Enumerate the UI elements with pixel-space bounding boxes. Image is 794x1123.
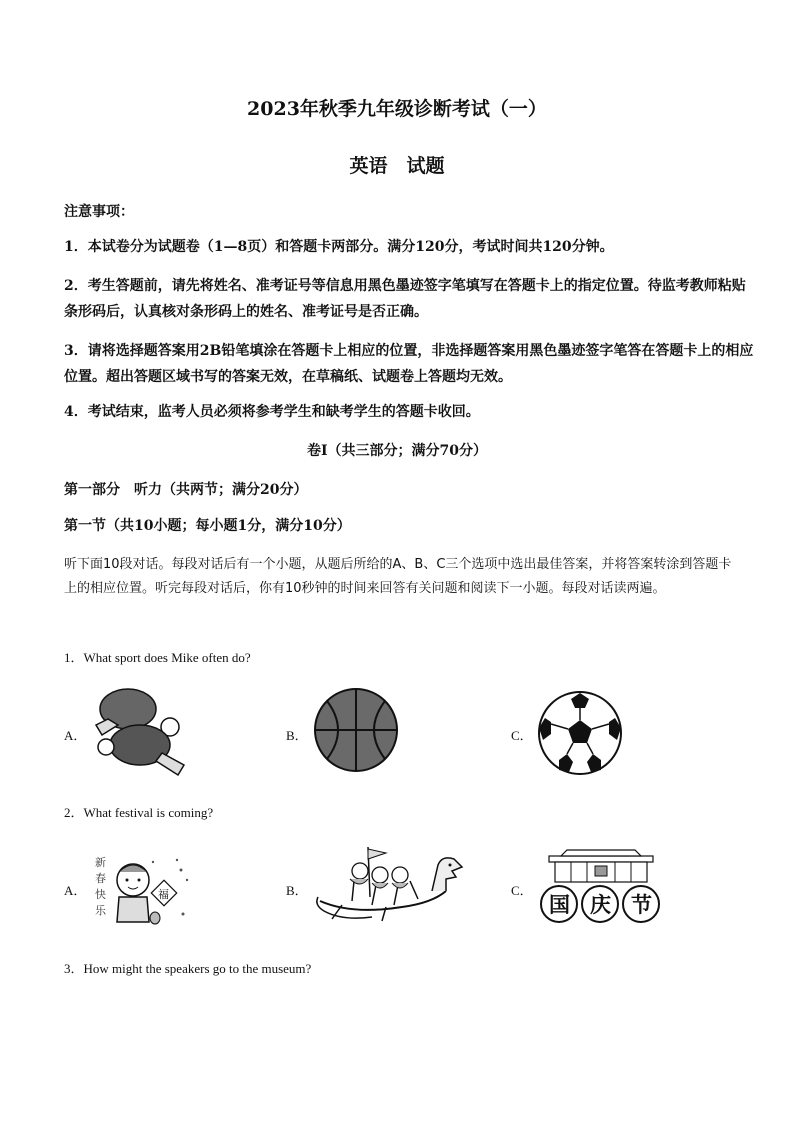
volume-heading: 卷Ⅰ（共三部分；满分70分）: [306, 443, 488, 459]
svg-text:快: 快: [95, 888, 106, 901]
q2-option-b-label: B．: [286, 883, 308, 898]
svg-text:福: 福: [158, 888, 169, 901]
svg-text:新: 新: [95, 856, 106, 869]
q2-option-c-label: C．: [511, 883, 533, 898]
spring-festival-icon: [93, 850, 193, 932]
q1-option-b-label: B．: [286, 728, 308, 743]
note-item: 4．考试结束，监考人员必须将参考学生和缺考学生的答题卡收回。: [64, 404, 480, 420]
q1-option-a-label: A．: [64, 728, 87, 743]
national-day-icon: [537, 848, 665, 928]
exam-subject: 英语 试题: [349, 155, 445, 177]
ping-pong-paddles-icon: [88, 685, 194, 777]
question-2-text: 2．What festival is coming?: [64, 805, 214, 820]
note-item: 2．考生答题前，请先将姓名、准考证号等信息用黑色墨迹签字笔填写在答题卡上的指定位置。待监考教师粘贴条形码后，认真核对条形码上的姓名、准考证号是否正确。: [64, 278, 746, 320]
q2-option-a-label: A．: [64, 883, 87, 898]
listening-instructions: 听下面10段对话。每段对话后有一个小题，从题后所给的A、B、C三个选项中选出最佳答案，并将答案转涂到答题卡上的相应位置。听完每段对话后，你有10秒钟的时间来回答有关问题和阅读下一小题。每段对话读两遍。: [64, 557, 732, 596]
q1-option-c-label: C．: [511, 728, 533, 743]
note-item: 3．请将选择题答案用2B铅笔填涂在答题卡上相应的位置，非选择题答案用黑色墨迹签字笔答在答题卡上的相应位置。超出答题区域书写的答案无效，在草稿纸、试题卷上答题均无效。: [64, 343, 754, 385]
svg-text:节: 节: [631, 893, 652, 917]
question-1-text: 1．What sport does Mike often do?: [64, 650, 251, 665]
svg-text:庆: 庆: [590, 893, 611, 917]
note-item: 1．本试卷分为试题卷（1—8页）和答题卡两部分。满分120分，考试时间共120分钟。: [64, 239, 614, 255]
question-3-text: 3．How might the speakers go to the museum?: [64, 961, 312, 976]
notes-heading: 注意事项：: [64, 204, 134, 220]
section-heading: 第一节（共10小题；每小题1分，满分10分）: [64, 518, 351, 534]
exam-title: 2023年秋季九年级诊断考试（一）: [247, 98, 547, 120]
svg-text:乐: 乐: [95, 904, 106, 917]
basketball-icon: [313, 687, 399, 773]
svg-text:国: 国: [549, 893, 570, 917]
soccer-ball-icon: [537, 690, 623, 776]
part-heading: 第一部分 听力（共两节；满分20分）: [64, 482, 308, 498]
dragon-boat-icon: [312, 845, 466, 923]
svg-text:春: 春: [95, 872, 106, 885]
